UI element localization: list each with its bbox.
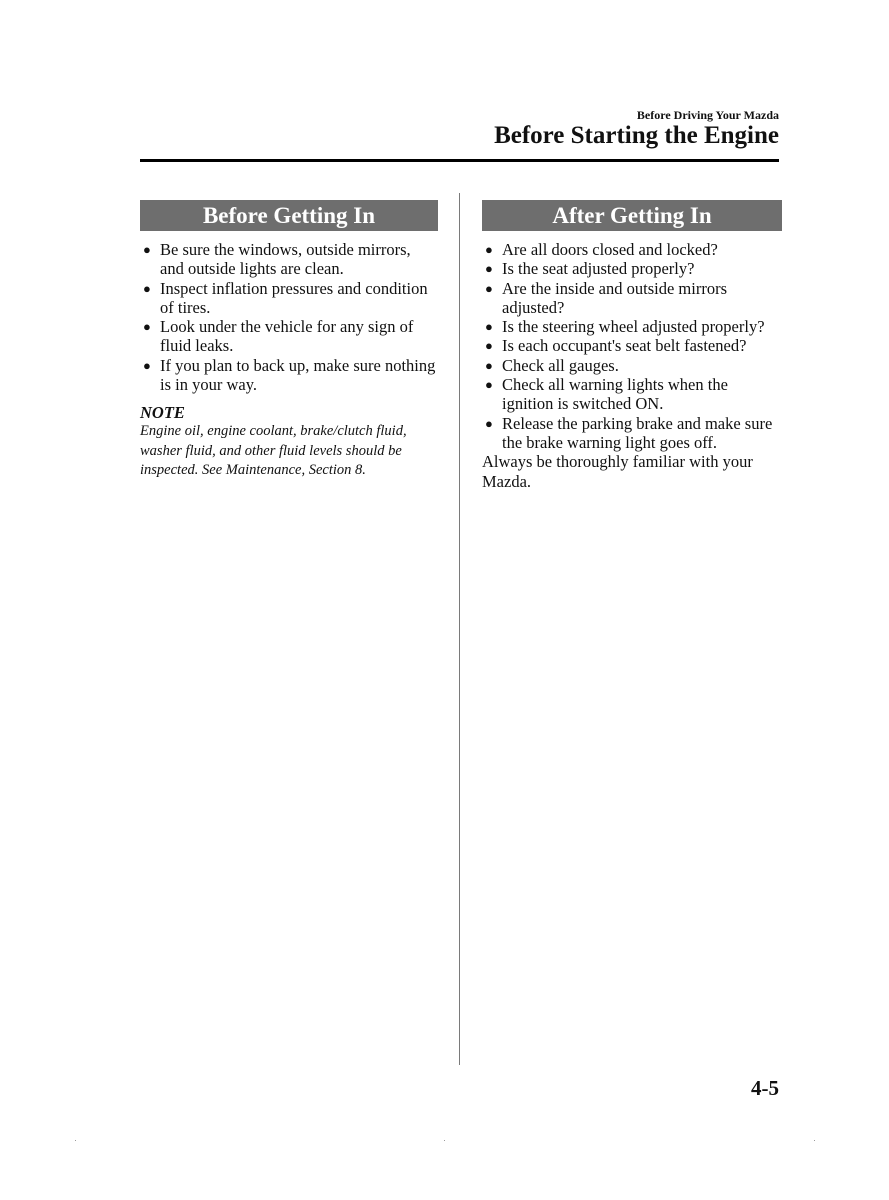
list-item — [482, 279, 782, 318]
bullet-icon: ● — [485, 415, 493, 431]
checklist — [140, 240, 438, 394]
list-item-text: Release the parking brake and make sure the brake warning light goes off. — [502, 413, 773, 452]
bullet-icon: ● — [485, 338, 493, 354]
header-rule — [140, 159, 779, 162]
before-getting-in-section — [140, 200, 438, 480]
list-item — [482, 259, 782, 278]
list-item-text: If you plan to back up, make sure nothing is in your way. — [160, 355, 436, 395]
bullet-icon: ● — [143, 280, 151, 296]
note-line: inspected. See Maintenance, Section 8. — [140, 461, 366, 478]
bullet-icon: ● — [485, 242, 493, 257]
note-title: NOTE — [140, 403, 185, 423]
crop-mark — [444, 1140, 445, 1141]
list-item-text: Check all gauges. — [502, 355, 619, 375]
list-item-text: Is each occupant's seat belt fastened? — [502, 336, 747, 356]
crop-mark — [814, 1140, 815, 1141]
list-item — [482, 336, 782, 355]
list-item — [482, 317, 782, 336]
list-item — [482, 414, 782, 453]
closing-paragraph: Always be thoroughly familiar with your Mazda. — [482, 452, 753, 491]
column-divider — [459, 193, 460, 1065]
list-item — [482, 240, 782, 259]
list-item — [140, 240, 438, 279]
after-getting-in-section — [482, 200, 782, 491]
list-item-text: Is the seat adjusted properly? — [502, 259, 695, 279]
list-item — [140, 317, 438, 356]
list-item-text: Look under the vehicle for any sign of fluid leaks. — [160, 317, 414, 356]
chapter-label: Before Driving Your Mazda — [636, 108, 779, 122]
bullet-icon: ● — [485, 357, 493, 373]
note-body — [140, 422, 438, 480]
bullet-icon: ● — [485, 261, 493, 277]
bullet-icon: ● — [485, 377, 493, 393]
section-heading: After Getting In — [482, 200, 782, 231]
bullet-icon: ● — [143, 319, 151, 335]
page-title: Before Starting the Engine — [494, 122, 779, 149]
list-item — [482, 356, 782, 375]
bullet-icon: ● — [485, 280, 493, 296]
page-number: 4-5 — [751, 1076, 779, 1100]
crop-mark — [75, 1140, 76, 1141]
bullet-icon: ● — [143, 357, 151, 373]
list-item-text: Check all warning lights when the ignition is switched ON. — [502, 375, 728, 414]
list-item-text: Are the inside and outside mirrors adjusted? — [502, 278, 727, 317]
bullet-icon: ● — [485, 319, 493, 335]
list-item-text: Be sure the windows, outside mirrors, and outside lights are clean. — [160, 240, 411, 279]
list-item-text: Are all doors closed and locked? — [502, 240, 718, 259]
list-item-text: Inspect inflation pressures and condition of tires. — [160, 278, 428, 317]
note-line: washer fluid, and other fluid levels should be — [140, 442, 402, 459]
list-item — [482, 375, 782, 414]
section-heading: Before Getting In — [140, 200, 438, 231]
list-item — [140, 356, 438, 395]
list-item-text: Is the steering wheel adjusted properly? — [502, 317, 765, 337]
note-line: Engine oil, engine coolant, brake/clutch fluid, — [140, 423, 407, 440]
list-item — [140, 279, 438, 318]
bullet-icon: ● — [143, 242, 151, 257]
checklist — [482, 240, 782, 452]
